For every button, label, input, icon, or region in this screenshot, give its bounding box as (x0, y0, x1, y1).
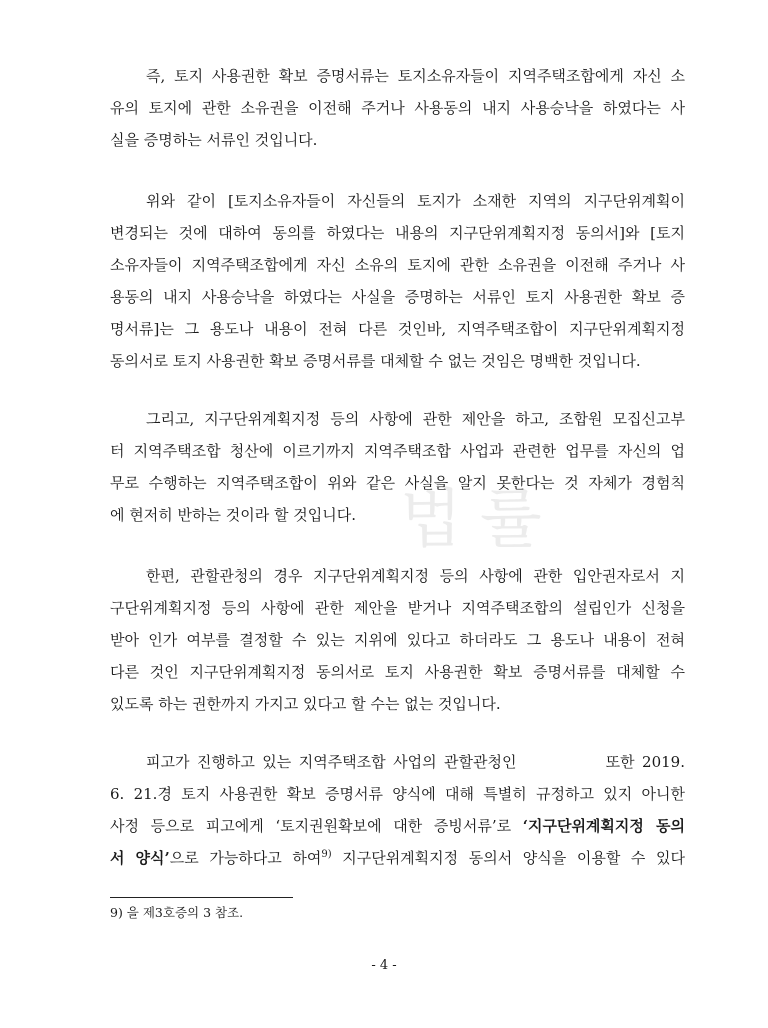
text-line: 있도록 하는 권한까지 가지고 있다고 할 수는 없는 것입니다. (110, 695, 501, 713)
paragraph-4 (110, 560, 685, 720)
text-line: 피고가 진행하고 있는 지역주택조합 사업의 관할관청인 또한 2019. (146, 753, 685, 771)
text-line: 즉, 토지 사용권한 확보 증명서류는 토지소유자들이 지역주택조합에게 자신 소 (146, 67, 685, 85)
text-line: 에 현저히 반하는 것이라 할 것입니다. (110, 506, 356, 524)
text-line: 소유자들이 지역주택조합에게 자신 소유의 토지에 관한 소유권을 이전해 주거나 사 (110, 256, 685, 274)
text-line: 동의서로 토지 사용권한 확보 증명서류를 대체할 수 없는 것임은 명백한 것입니다. (110, 352, 641, 370)
paragraph-3 (110, 403, 685, 531)
watermark: 법률 (400, 483, 560, 557)
text-line: 무로 수행하는 지역주택조합이 위와 같은 사실을 알지 못한다는 것 자체가 경험칙 (110, 474, 685, 492)
text-line: 유의 토지에 관한 소유권을 이전해 주거나 사용동의 내지 사용승낙을 하였다는 사 (110, 99, 685, 117)
text-line: 받아 인가 여부를 결정할 수 있는 지위에 있다고 하더라도 그 용도나 내용이 전혀 (110, 631, 685, 649)
text-line: 변경되는 것에 대하여 동의를 하였다는 내용의 지구단위계획지정 동의서]와 [토지 (110, 224, 685, 242)
emphasis-text: 서 양식’ (110, 849, 170, 867)
text-line: 명서류]는 그 용도나 내용이 전혀 다른 것인바, 지역주택조합이 지구단위계획지정 (110, 320, 685, 338)
text-line: 구단위계획지정 등의 사항에 관한 제안을 받거나 지역주택조합의 설립인가 신청을 (110, 599, 685, 617)
text-line (110, 810, 685, 842)
footnote-divider (110, 897, 293, 898)
text-line: 위와 같이 [토지소유자들이 자신들의 토지가 소재한 지역의 지구단위계획이 (146, 192, 685, 210)
text-line: 실을 증명하는 서류인 것입니다. (110, 131, 318, 149)
text-line: 다른 것인 지구단위계획지정 동의서로 토지 사용권한 확보 증명서류를 대체할 수 (110, 663, 685, 681)
text-line (110, 842, 685, 874)
text-segment: 으로 가능하다고 하여 (169, 849, 322, 867)
paragraph-1 (110, 60, 685, 156)
text-line: 터 지역주택조합 청산에 이르기까지 지역주택조합 사업과 관련한 업무를 자신의 업 (110, 442, 685, 460)
page-number: - 4 - (371, 958, 397, 973)
emphasis-text: ‘지구단위계획지정 동의 (522, 817, 685, 835)
text-line: 그리고, 지구단위계획지정 등의 사항에 관한 제안을 하고, 조합원 모집신고부 (146, 410, 685, 428)
text-line: 6. 21.경 토지 사용권한 확보 증명서류 양식에 대해 특별히 규정하고 있지 아니한 (110, 785, 685, 803)
footnote-marker[interactable]: 9) (321, 849, 332, 860)
footnote: 9) 을 제3호증의 3 참조. (110, 905, 244, 920)
text-line: 한편, 관할관청의 경우 지구단위계획지정 등의 사항에 관한 입안권자로서 지 (146, 567, 685, 585)
text-segment: 사정 등으로 피고에게 ‘토지권원확보에 대한 증빙서류’로 (110, 817, 523, 835)
paragraph-5 (110, 746, 685, 874)
text-segment: 지구단위계획지정 동의서 양식을 이용할 수 있다 (331, 849, 685, 867)
text-line: 용동의 내지 사용승낙을 하였다는 사실을 증명하는 서류인 토지 사용권한 확보 증 (110, 288, 685, 306)
paragraph-2 (110, 185, 685, 377)
